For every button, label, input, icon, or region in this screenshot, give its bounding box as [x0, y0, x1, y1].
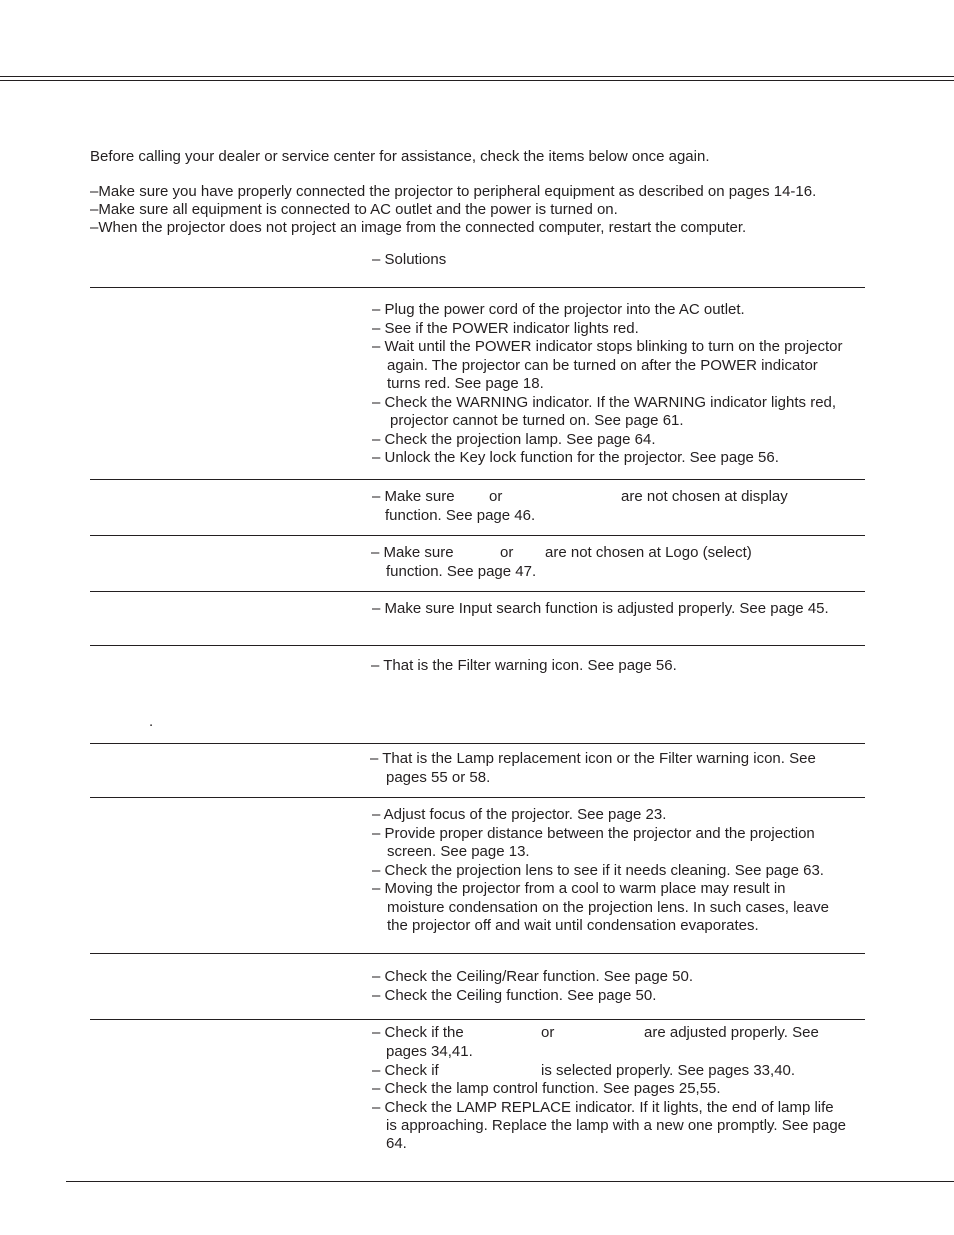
top-rule-2: [0, 80, 954, 81]
solutions-header: – Solutions: [372, 251, 447, 268]
solution-line: or: [500, 544, 514, 561]
solution-line: – Unlock the Key lock function for the projector. See page 56.: [372, 449, 779, 466]
solution-line: 64.: [386, 1135, 407, 1152]
solution-line: – Check the projection lens to see if it needs cleaning. See page 63.: [372, 861, 824, 879]
solution-line: – Check the WARNING indicator. If the WARNING indicator lights red,: [372, 393, 837, 411]
solution-line: – Check the LAMP REPLACE indicator. If it lights, the end of lamp life: [372, 1099, 834, 1116]
check-item: –Make sure you have properly connected the projector to peripheral equipment as described on pages 14-16.: [90, 183, 817, 200]
solution-line: – Check if: [372, 1062, 439, 1079]
solution-line: are not chosen at display: [621, 488, 788, 505]
solution-line: – Wait until the POWER indicator stops blinking to turn on the projector: [372, 338, 843, 355]
solution-line: pages 34,41.: [386, 1043, 473, 1060]
solution-line: – Check the projection lamp. See page 64.: [372, 430, 656, 448]
solution-line: – Check the Ceiling/Rear function. See page 50.: [372, 968, 694, 985]
solution-line: projector cannot be turned on. See page 61.: [390, 412, 684, 429]
solution-line: function. See page 46.: [385, 507, 536, 524]
table-rule: [90, 743, 865, 744]
solution-line: – That is the Lamp replacement icon or the Filter warning icon. See: [370, 750, 816, 767]
check-item: –Make sure all equipment is connected to AC outlet and the power is turned on.: [90, 201, 618, 218]
solution-line: – See if the POWER indicator lights red.: [372, 319, 639, 337]
solution-line: – Check if the: [372, 1024, 464, 1041]
solution-line: again. The projector can be turned on after the POWER indicator: [387, 356, 818, 374]
solution-line: the projector off and wait until condensation evaporates.: [387, 917, 759, 934]
table-rule: [90, 645, 865, 646]
table-rule: [90, 1019, 865, 1020]
intro-text: Before calling your dealer or service center for assistance, check the items below once again.: [90, 148, 710, 165]
table-rule: [90, 797, 865, 798]
solution-line: – Check the Ceiling function. See page 50.: [372, 987, 657, 1004]
solution-line: – Plug the power cord of the projector into the AC outlet.: [372, 301, 745, 318]
table-rule: [90, 287, 865, 288]
solution-line: screen. See page 13.: [387, 843, 530, 860]
solution-line: – Make sure: [372, 488, 455, 505]
solution-line: is selected properly. See pages 33,40.: [541, 1062, 796, 1079]
table-rule: [90, 479, 865, 480]
solution-line: – Make sure Input search function is adjusted properly. See page 45.: [372, 600, 829, 617]
solution-block-power: [372, 301, 843, 468]
table-rule: [90, 535, 865, 536]
solution-line: turns red. See page 18.: [387, 375, 544, 392]
solution-line: or: [489, 488, 503, 505]
solution-line: moisture condensation on the projection lens. In such cases, leave: [387, 898, 829, 916]
bottom-rule: [66, 1181, 954, 1182]
top-rule-1: [0, 76, 954, 77]
solution-line: – Make sure: [371, 544, 454, 561]
solution-line: – Provide proper distance between the projector and the projection: [372, 824, 815, 842]
solution-line: pages 55 or 58.: [386, 769, 491, 786]
solution-line: – That is the Filter warning icon. See page 56.: [371, 657, 677, 674]
table-rule: [90, 953, 865, 954]
solution-line: is approaching. Replace the lamp with a new one promptly. See page: [386, 1117, 846, 1134]
problem-dot: .: [149, 713, 154, 730]
check-item: –When the projector does not project an image from the connected computer, restart the computer.: [90, 219, 747, 236]
solution-line: – Check the lamp control function. See pages 25,55.: [372, 1080, 721, 1097]
solution-block-focus: [372, 806, 829, 936]
solution-line: are adjusted properly. See: [644, 1024, 819, 1041]
solution-line: function. See page 47.: [386, 563, 537, 580]
table-rule: [90, 591, 865, 592]
solution-line: are not chosen at Logo (select): [545, 544, 752, 561]
solution-line: – Adjust focus of the projector. See page 23.: [372, 806, 667, 823]
solution-line: – Moving the projector from a cool to warm place may result in: [372, 880, 786, 897]
solution-line: or: [541, 1024, 555, 1041]
